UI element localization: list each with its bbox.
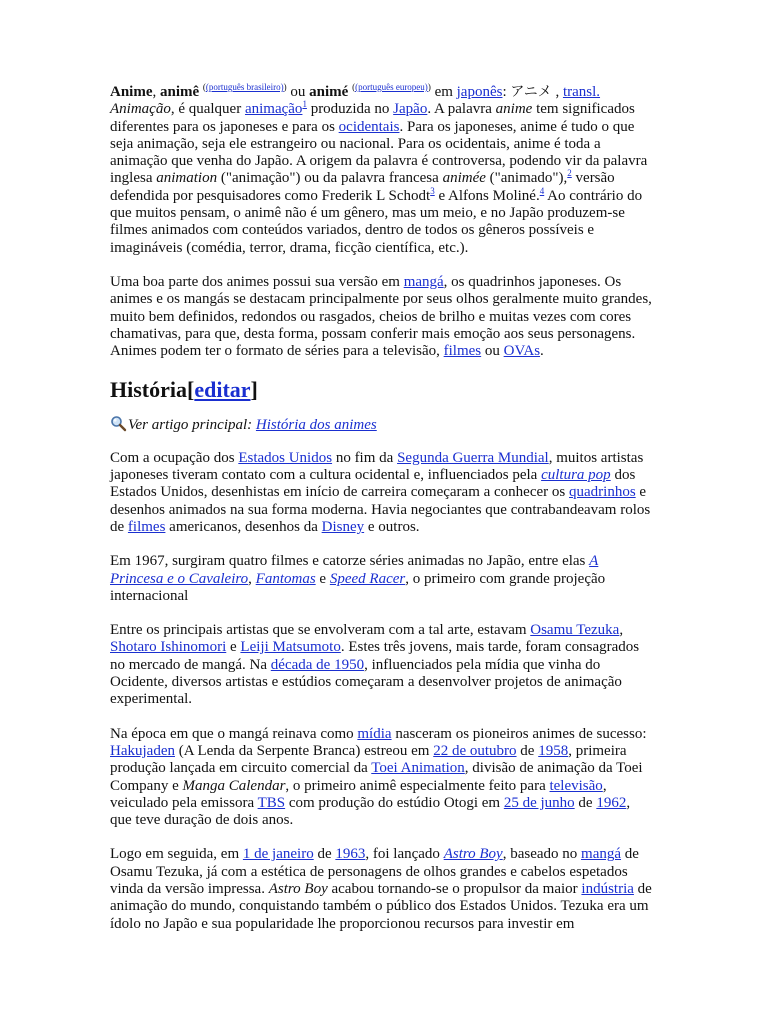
text: americanos, desenhos da (165, 518, 322, 535)
text: , os quadrinhos japoneses. Os animes e os mangás se destacam principalmente por seus olhos geralmente muito grandes, muito bem definidos, redondos ou rasgados, cheios de brilho e muitas vezes com cores chamativas, para que, desta forma, possam conferir mais emoção aos seus personagens. Animes podem ter o formato de séries para a televisão, (110, 273, 652, 360)
text: , é qualquer (170, 101, 245, 118)
link-toei-animation[interactable]: Toei Animation (371, 760, 465, 777)
text-italic: anime (495, 101, 533, 118)
text: , o primeiro animê especialmente feito para (285, 777, 550, 794)
text: , (248, 570, 256, 587)
link-cultura-pop[interactable] (541, 467, 611, 483)
sup-pt: ((português europeu)) (352, 82, 431, 92)
intro-paragraph (110, 84, 654, 257)
text: . (540, 343, 544, 360)
text-italic: Manga Calendar (182, 777, 286, 794)
see-also-note (110, 417, 654, 434)
link-1958[interactable]: 1958 (538, 742, 569, 759)
text: Logo em seguida, em (110, 846, 243, 863)
text: tem significados diferentes para os japoneses e para os (110, 101, 635, 135)
link-text: A Princesa e o Cavaleiro (110, 553, 599, 587)
link-portugues-brasileiro[interactable]: (português brasileiro) (205, 82, 284, 92)
text: . Para os japoneses, anime é tudo o que seja animação, seja ele estrangeiro ou nacional. Para os ocidentais, anime é toda a animação que venha do Japão. A origem da palavra é controversa, podendo vir da palavra inglesa (110, 118, 648, 187)
edit-link[interactable]: editar (194, 377, 251, 403)
text: , (551, 84, 563, 100)
ref-link-3[interactable]: 3 (430, 185, 435, 196)
link-ishinomori[interactable]: Shotaro Ishinomori (110, 639, 227, 656)
text: acabou tornando-se o propulsor da maior (327, 880, 582, 897)
text-italic: animée (442, 170, 486, 187)
link-animacao[interactable]: animação (244, 101, 303, 118)
link-segunda-guerra[interactable]: Segunda Guerra Mundial (397, 449, 549, 466)
text: , o primeiro com grande projeção internacional (110, 570, 606, 604)
text-italic: animation (156, 170, 218, 187)
link-text: cultura pop (541, 467, 611, 484)
text: produzida no (306, 101, 394, 118)
ref-link-2[interactable]: 2 (567, 168, 572, 179)
link-transl[interactable]: transl. (562, 84, 601, 100)
text: no fim da (332, 449, 398, 466)
text: Ao contrário do que muitos pensam, o animê não é um gênero, mas um meio, e no Japão produzem-se filmes animados com conteúdos variados, dentro de todos os gêneros possíveis e imagináveis (comédia, terror, drama, ficção científica, etc.). (110, 187, 643, 256)
text: com produção do estúdio Otogi em (285, 794, 504, 811)
text: , primeira produção lançada em circuito comercial da (110, 742, 627, 777)
paragraph-manga (110, 274, 654, 360)
text: de Osamu Tezuka, já com a estética de personagens de olhos grandes e cabelos espetados vinda da versão impressa. (110, 846, 639, 897)
link-filmes[interactable]: filmes (443, 343, 482, 360)
link-22-outubro[interactable]: 22 de outubro (433, 742, 517, 759)
bracket: [ (187, 377, 195, 403)
text: Com a ocupação dos (110, 449, 239, 466)
link-25-junho[interactable]: 25 de junho (503, 794, 575, 811)
text: , (619, 622, 624, 639)
link-tbs[interactable]: TBS (257, 794, 286, 811)
term-anime-br: animê (160, 84, 200, 100)
japanese-text: アニメ (510, 84, 552, 100)
text: e Alfons Moliné. (434, 187, 540, 204)
text: em (430, 84, 457, 100)
text: de (516, 742, 539, 759)
link-filmes-2[interactable]: filmes (127, 518, 166, 535)
link-text: Speed Racer (329, 570, 406, 587)
ref-link-1[interactable]: 1 (302, 99, 307, 110)
link-text: Astro Boy (443, 846, 503, 863)
text: de animação do mundo, conquistando também o público dos Estados Unidos. Tezuka era um ídolo no Japão e sua popularidade lhe proporcionou recursos para investir em (110, 880, 652, 932)
link-speed-racer[interactable] (330, 571, 405, 587)
term-anime: Anime (110, 84, 153, 100)
link-manga-2[interactable]: mangá (581, 846, 622, 863)
text: . Estes três jovens, mais tarde, foram consagrados no mercado de mangá. Na (110, 639, 640, 673)
text: Entre os principais artistas que se envolveram com a tal arte, estavam (110, 622, 531, 639)
text: , muitos artistas japoneses tiveram contato com a cultura ocidental e, influenciados pela (110, 449, 644, 484)
link-japones[interactable]: japonês (456, 84, 503, 100)
text: Na época em que o mangá reinava como (110, 725, 358, 742)
link-disney[interactable]: Disney (321, 518, 365, 535)
link-industria[interactable]: indústria (581, 880, 634, 897)
text: ou (481, 343, 504, 360)
link-astro-boy[interactable] (444, 846, 503, 862)
article-body (110, 84, 654, 950)
text-italic: Animação (110, 101, 171, 118)
link-1962[interactable]: 1962 (596, 794, 627, 811)
link-matsumoto[interactable]: Leiji Matsumoto (240, 639, 341, 656)
text: , (152, 84, 160, 100)
link-quadrinhos[interactable]: quadrinhos (569, 484, 636, 501)
link-manga[interactable]: mangá (403, 273, 444, 290)
text: (A Lenda da Serpente Branca) estreou em (174, 742, 434, 759)
text: , influenciados pela mídia que vinha do Ocidente, diversos artistas e estúdios começaram a desenvolver projetos de animação experimental. (110, 656, 622, 708)
term-anime-pt: animé (309, 84, 349, 100)
text: Uma boa parte dos animes possui sua versão em (110, 273, 404, 290)
link-japao[interactable]: Japão (393, 101, 428, 118)
link-1-janeiro[interactable]: 1 de janeiro (242, 846, 314, 863)
link-ovas[interactable]: OVAs (503, 343, 541, 360)
link-osamu-tezuka[interactable]: Osamu Tezuka (530, 622, 620, 639)
paragraph-astro-boy (110, 846, 654, 932)
link-1963[interactable]: 1963 (335, 846, 366, 863)
link-historia-dos-animes[interactable]: História dos animes (255, 417, 377, 434)
text: versão defendida por pesquisadores como Frederik L Schodt (110, 170, 615, 204)
text: ("animado"), (485, 170, 568, 187)
section-heading-historia (110, 377, 654, 403)
heading-title: História (110, 377, 187, 403)
link-fantomas[interactable] (256, 571, 316, 587)
link-estados-unidos[interactable]: Estados Unidos (238, 449, 333, 466)
text: e (226, 639, 241, 656)
paragraph-1967 (110, 553, 654, 605)
bracket: ] (250, 377, 258, 403)
text: e (315, 570, 330, 587)
text: de (574, 794, 597, 811)
link-ocidentais[interactable]: ocidentais (338, 118, 400, 135)
paragraph-pioneiros (110, 726, 654, 830)
link-midia[interactable]: mídia (357, 725, 392, 742)
link-televisao[interactable]: televisão (549, 777, 603, 794)
link-portugues-europeu[interactable]: (português europeu) (355, 82, 428, 92)
text: dos Estados Unidos, desenhistas em início de carreira começaram a conhecer os (110, 467, 636, 501)
text: , veiculado pela emissora (110, 777, 607, 811)
link-text: Fantomas (255, 570, 316, 587)
see-also-prefix: Ver artigo principal: (128, 417, 253, 434)
paragraph-ocupacao (110, 450, 654, 536)
link-hakujaden[interactable]: Hakujaden (110, 742, 175, 759)
text: e desenhos animados na sua forma moderna. Havia negociantes que contrabandeavam rolos de (110, 484, 651, 535)
magnifier-icon (110, 415, 127, 432)
ref-link-4[interactable]: 4 (539, 185, 545, 196)
text: nasceram os pioneiros animes de sucesso: (391, 725, 647, 742)
text-italic: Astro Boy (268, 880, 328, 897)
paragraph-artistas (110, 622, 654, 708)
text: , baseado no (502, 846, 582, 863)
text: Em 1967, surgiram quatro filmes e catorze séries animadas no Japão, entre elas (110, 553, 590, 570)
text: , divisão de animação da Toei Company e (110, 760, 643, 794)
text: ("animação") ou da palavra francesa (217, 170, 443, 187)
text: e outros. (364, 518, 420, 535)
text: ou (286, 84, 310, 100)
link-decada-1950[interactable]: década de 1950 (270, 656, 365, 673)
sup-br: ((português brasileiro)) (202, 82, 287, 92)
text: , foi lançado (365, 846, 444, 863)
text: , que teve duração de dois anos. (110, 794, 631, 829)
text: : (502, 84, 511, 100)
text: de (313, 846, 336, 863)
text: . A palavra (427, 101, 496, 118)
